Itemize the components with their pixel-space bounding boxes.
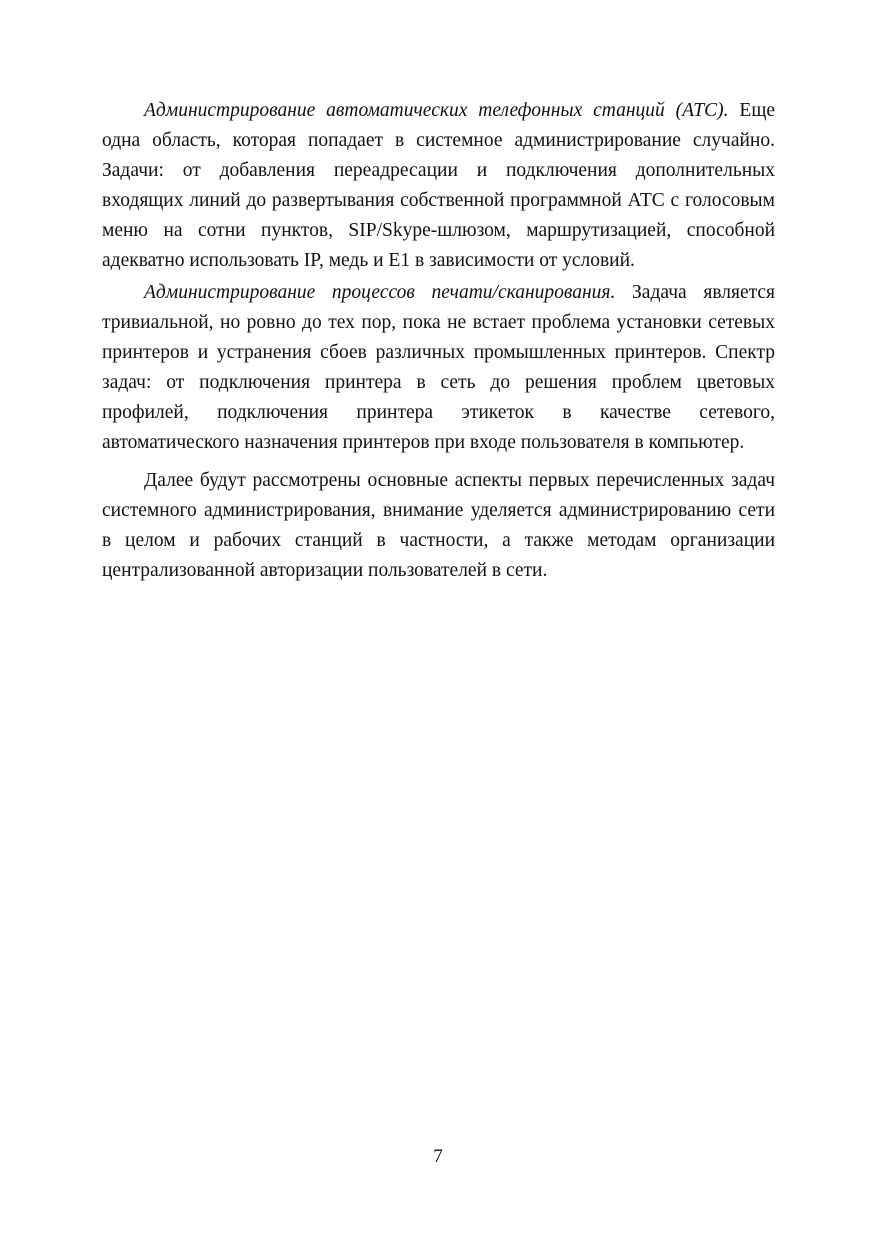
paragraph-print-administration — [102, 278, 775, 458]
paragraph-text-pbx: Еще одна область, которая попадает в системное администрирование случайно. Задачи: от добавления переадресации и подключения дополнительных входящих линий до развертывания собственной программной АТС с голосовым меню на сотни пунктов, SIP/Skype-шлюзом, маршрутизацией, способной адекватно использовать IP, медь и E1 в зависимости от условий. — [102, 100, 775, 271]
paragraph-summary — [102, 466, 775, 586]
paragraph-text-summary: Далее будут рассмотрены основные аспекты первых перечисленных задач системного администрирования, внимание уделяется администрированию сети в целом и рабочих станций в частности, а также методам организации централизованной авторизации пользователей в сети. — [102, 470, 775, 581]
paragraph-heading-print: Администрирование процессов печати/сканирования. — [144, 282, 616, 303]
page-body — [102, 96, 775, 586]
page-number: 7 — [433, 1146, 443, 1167]
paragraph-pbx-administration — [102, 96, 775, 276]
paragraph-text-print: Задача является тривиальной, но ровно до тех пор, пока не встает проблема установки сетевых принтеров и устранения сбоев различных промышленных принтеров. Спектр задач: от подключения принтера в сеть до решения проблем цветовых профилей, подключения принтера этикеток в качестве сетевого, автоматического назначения принтеров при входе пользователя в компьютер. — [102, 282, 776, 453]
paragraph-heading-pbx: Администрирование автоматических телефонных станций (АТС). — [144, 100, 729, 121]
